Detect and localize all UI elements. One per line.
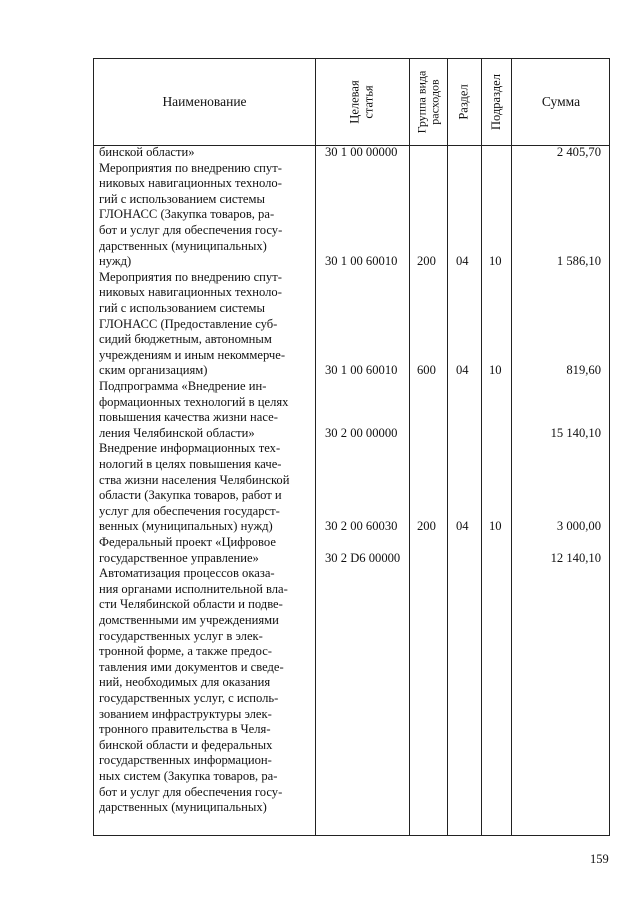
- row-group: 600: [417, 363, 436, 377]
- row-group: 200: [417, 519, 436, 533]
- header-target-article: Целевая статья: [348, 80, 376, 124]
- row-subsection: 10: [489, 363, 502, 377]
- row-sum: 819,60: [566, 363, 601, 377]
- page-number: 159: [590, 852, 609, 866]
- row-code: 30 1 00 60010: [325, 363, 398, 377]
- row-subsection: 10: [489, 254, 502, 268]
- row-section: 04: [456, 519, 469, 533]
- row-name: Мероприятия по внедрению спут- никовых навигационных техноло- гий с использованием системы ГЛОНАСС (Предоставление суб- сидий бюджетным, автономным учреждениям и иным некоммерче- ским организациям): [99, 269, 286, 378]
- row-sum: 1 586,10: [556, 254, 601, 268]
- row-code: 30 2 D6 00000: [325, 551, 401, 565]
- row-name: Мероприятия по внедрению спут- никовых навигационных техноло- гий с использованием системы ГЛОНАСС (Закупка товаров, ра- бот и услуг для обеспечения госу- дарственных (муниципальных) нужд): [99, 160, 283, 269]
- header-sum-cell: [511, 59, 611, 145]
- header-sum: Сумма: [541, 94, 581, 109]
- row-sum: 12 140,10: [550, 551, 601, 565]
- row-name: бинской области»: [99, 145, 195, 159]
- row-code: 30 2 00 00000: [325, 426, 398, 440]
- header-subsection: Подраздел: [489, 74, 503, 130]
- row-subsection: 10: [489, 519, 502, 533]
- table-header: [94, 59, 609, 146]
- row-section: 04: [456, 363, 469, 377]
- header-expense-group-cell: [409, 59, 447, 145]
- header-section-cell: [447, 59, 481, 145]
- row-section: 04: [456, 254, 469, 268]
- row-code: 30 1 00 00000: [325, 145, 398, 159]
- row-name: Автоматизация процессов оказа- ния органами исполнительной вла- сти Челябинской области и подве- домственными им учреждениями государственных услуг в элек- тронной форме, а также предос- тавления ими документов и сведе- ний, необходимых для оказания государственных услуг, с исполь- зованием инфраструктуры элек- тронного правительства в Челя- бинской области и федеральных государственных информацион- ных систем (Закупка товаров, ра- бот и услуг для обеспечения госу- дарственных (муниципальных): [99, 566, 288, 815]
- row-name: Федеральный проект «Цифровое государственное управление»: [99, 535, 276, 565]
- header-name-cell: [94, 59, 315, 145]
- row-sum: 2 405,70: [556, 145, 601, 159]
- row-code: 30 1 00 60010: [325, 254, 398, 268]
- row-name: Подпрограмма «Внедрение ин- формационных технологий в целях повышения качества жизни насе- ления Челябинской области»: [99, 379, 289, 440]
- table-body: [94, 145, 609, 835]
- row-name: Внедрение информационных тех- нологий в целях повышения каче- ства жизни населения Челябинской области (Закупка товаров, работ и услуг для обеспечения государст- венных (муниципальных) нужд): [99, 441, 290, 534]
- row-sum: 3 000,00: [556, 519, 601, 533]
- header-section: Раздел: [457, 84, 472, 120]
- header-subsection-cell: [481, 59, 511, 145]
- header-name: Наименование: [162, 94, 247, 109]
- row-sum: 15 140,10: [550, 426, 601, 440]
- header-expense-group: Группа вида расходов: [414, 70, 441, 134]
- row-group: 200: [417, 254, 436, 268]
- header-target-article-cell: [315, 59, 409, 145]
- row-code: 30 2 00 60030: [325, 519, 398, 533]
- budget-table: [93, 58, 610, 836]
